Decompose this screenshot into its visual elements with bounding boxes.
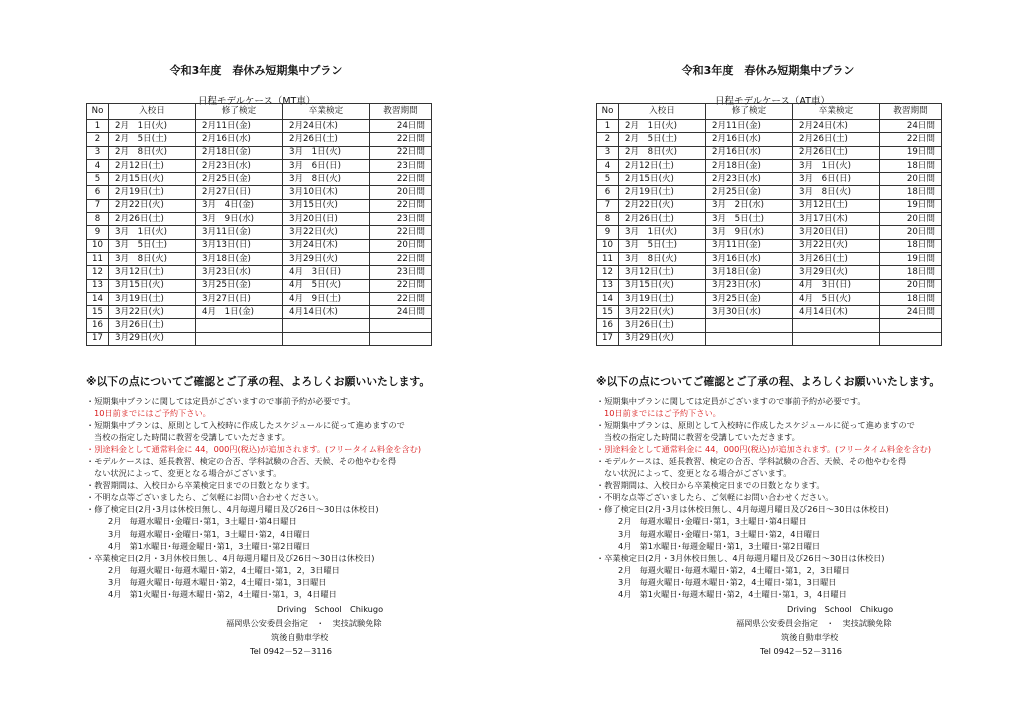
- no-cell: 12: [597, 266, 619, 279]
- school-tel: Tel 0942－52－3116: [250, 646, 332, 656]
- final-exam-cell: 2月26日(土): [793, 146, 880, 159]
- note-line: ・教習期間は、入校日から卒業検定日までの日数となります。: [86, 480, 315, 491]
- no-cell: 6: [87, 186, 109, 199]
- duration-cell: 24日間: [370, 120, 432, 133]
- final-exam-cell: 2月24日(木): [793, 120, 880, 133]
- duration-cell: [880, 319, 942, 332]
- duration-cell: 18日間: [880, 266, 942, 279]
- final-exam-cell: 4月 3日(日): [793, 279, 880, 292]
- final-exam-cell: 4月 3日(日): [283, 266, 370, 279]
- enroll-date-cell: 2月 1日(火): [109, 120, 196, 133]
- note-line: ・短期集中プランに関しては定員がございますので事前予約が必要です。: [596, 396, 866, 406]
- duration-cell: 18日間: [880, 186, 942, 199]
- enroll-date-cell: 2月26日(土): [109, 213, 196, 226]
- table-row: [87, 173, 432, 186]
- school-name-en: Driving School Chikugo: [277, 604, 384, 614]
- no-cell: 13: [87, 279, 109, 292]
- school-tel: Tel 0942－52－3116: [760, 646, 842, 656]
- duration-cell: 24日間: [370, 306, 432, 319]
- no-cell: 15: [597, 306, 619, 319]
- note-line: 当校の指定した時間に教習を受講していただきます。: [604, 432, 800, 443]
- final-exam-cell: 3月17日(木): [793, 213, 880, 226]
- note-line: ・短期集中プランに関しては定員がございますので事前予約が必要です。: [86, 396, 356, 406]
- interim-exam-cell: 2月11日(金): [196, 120, 283, 133]
- interim-exam-cell: 3月11日(金): [706, 239, 793, 252]
- school-footer: [736, 602, 893, 658]
- note-line: 3月 毎週水曜日･金曜日･第1，3土曜日･第2，4日曜日: [108, 528, 311, 539]
- interim-exam-cell: [706, 332, 793, 345]
- school-designation: 福岡県公安委員会指定 ・ 実技試験免除: [736, 618, 892, 628]
- interim-exam-cell: 3月27日(日): [196, 292, 283, 305]
- interim-exam-cell: 2月18日(金): [706, 159, 793, 172]
- enroll-date-cell: 3月12日(土): [619, 266, 706, 279]
- table-row: [597, 159, 942, 172]
- note-line: 2月 毎週火曜日･毎週木曜日･第2，4土曜日･第1，2，3日曜日: [618, 564, 850, 575]
- table-row: [87, 319, 432, 332]
- notes-list: [86, 395, 421, 600]
- interim-exam-cell: [706, 319, 793, 332]
- no-cell: 9: [87, 226, 109, 239]
- final-exam-cell: 3月 8日(火): [283, 173, 370, 186]
- note-line: 3月 毎週火曜日･毎週木曜日･第2，4土曜日･第1，3日曜日: [618, 576, 837, 587]
- interim-exam-cell: 2月18日(金): [196, 146, 283, 159]
- duration-cell: [370, 332, 432, 345]
- final-exam-cell: 4月 9日(土): [283, 292, 370, 305]
- notes-list: [596, 395, 931, 600]
- document-title: 令和3年度 春休み短期集中プラン: [681, 64, 855, 77]
- no-cell: 16: [597, 319, 619, 332]
- table-row: [597, 146, 942, 159]
- column-header: 修了検定: [706, 104, 793, 120]
- interim-exam-cell: 2月25日(金): [706, 186, 793, 199]
- table-row: [597, 306, 942, 319]
- no-cell: 11: [87, 252, 109, 265]
- duration-cell: 20日間: [880, 173, 942, 186]
- column-header: No: [597, 104, 619, 120]
- duration-cell: 18日間: [880, 292, 942, 305]
- interim-exam-cell: 3月18日(金): [706, 266, 793, 279]
- interim-exam-cell: [196, 319, 283, 332]
- no-cell: 3: [597, 146, 619, 159]
- enroll-date-cell: 3月19日(土): [109, 292, 196, 305]
- no-cell: 7: [87, 199, 109, 212]
- interim-exam-cell: 3月16日(水): [706, 252, 793, 265]
- note-line: 2月 毎週水曜日･金曜日･第1，3土曜日･第4日曜日: [618, 516, 807, 527]
- table-row: [597, 133, 942, 146]
- duration-cell: 22日間: [370, 252, 432, 265]
- note-line: 4月 第1火曜日･毎週木曜日･第2，4土曜日･第1，3，4日曜日: [108, 588, 337, 599]
- table-row: [597, 319, 942, 332]
- table-row: [597, 199, 942, 212]
- final-exam-cell: 4月14日(木): [283, 306, 370, 319]
- duration-cell: 20日間: [370, 239, 432, 252]
- table-row: [597, 186, 942, 199]
- final-exam-cell: [793, 319, 880, 332]
- note-line: 2月 毎週火曜日･毎週木曜日･第2，4土曜日･第1，2，3日曜日: [108, 564, 340, 575]
- enroll-date-cell: 2月 8日(火): [619, 146, 706, 159]
- duration-cell: 20日間: [880, 279, 942, 292]
- duration-cell: 22日間: [880, 133, 942, 146]
- enroll-date-cell: 3月 8日(火): [619, 252, 706, 265]
- interim-exam-cell: 3月 9日(水): [196, 213, 283, 226]
- note-line: ・短期集中プランは、原則として入校時に作成したスケジュールに従って進めますので: [596, 420, 915, 431]
- final-exam-cell: 3月22日(火): [283, 226, 370, 239]
- interim-exam-cell: [196, 332, 283, 345]
- no-cell: 10: [597, 239, 619, 252]
- duration-cell: 22日間: [370, 226, 432, 239]
- table-row: [597, 252, 942, 265]
- note-line: ・別途料金として通常料金に 44，000円(税込)が追加されます。(フリータイム料金を含む): [596, 444, 932, 455]
- no-cell: 17: [87, 332, 109, 345]
- final-exam-cell: 3月 1日(火): [283, 146, 370, 159]
- school-footer: [226, 602, 383, 658]
- enroll-date-cell: 3月15日(火): [109, 279, 196, 292]
- interim-exam-cell: 3月 5日(土): [706, 213, 793, 226]
- table-row: [87, 332, 432, 345]
- note-line: 4月 第1火曜日･毎週木曜日･第2，4土曜日･第1，3，4日曜日: [618, 588, 847, 599]
- interim-exam-cell: 3月11日(金): [196, 226, 283, 239]
- no-cell: 14: [87, 292, 109, 305]
- note-line: 3月 毎週火曜日･毎週木曜日･第2，4土曜日･第1，3日曜日: [108, 576, 327, 587]
- table-row: [87, 159, 432, 172]
- final-exam-cell: 3月29日(火): [283, 252, 370, 265]
- table-row: [87, 239, 432, 252]
- table-row: [597, 292, 942, 305]
- table-row: [87, 199, 432, 212]
- interim-exam-cell: 2月16日(水): [706, 146, 793, 159]
- schedule-table: [596, 103, 942, 346]
- enroll-date-cell: 3月12日(土): [109, 266, 196, 279]
- note-line: 10日前までにはご予約下さい。: [94, 408, 211, 419]
- interim-exam-cell: 2月11日(金): [706, 120, 793, 133]
- enroll-date-cell: 3月26日(土): [619, 319, 706, 332]
- final-exam-cell: 3月20日(日): [793, 226, 880, 239]
- interim-exam-cell: 2月27日(日): [196, 186, 283, 199]
- final-exam-cell: [283, 332, 370, 345]
- interim-exam-cell: 2月16日(水): [706, 133, 793, 146]
- table-row: [87, 226, 432, 239]
- table-row: [87, 279, 432, 292]
- table-row: [87, 213, 432, 226]
- final-exam-cell: 3月15日(火): [283, 199, 370, 212]
- column-header: 入校日: [109, 104, 196, 120]
- table-caption: 日程モデルケース（MT車）: [198, 96, 316, 107]
- duration-cell: 20日間: [880, 226, 942, 239]
- interim-exam-cell: 2月16日(水): [196, 133, 283, 146]
- duration-cell: 22日間: [370, 199, 432, 212]
- note-line: ・モデルケースは、延長教習、検定の合否、学科試験の合否、天候、その他やむを得: [596, 456, 907, 467]
- table-row: [87, 306, 432, 319]
- no-cell: 4: [87, 159, 109, 172]
- note-line: 4月 第1水曜日･毎週金曜日･第1，3土曜日･第2日曜日: [618, 540, 821, 551]
- no-cell: 8: [597, 213, 619, 226]
- no-cell: 11: [597, 252, 619, 265]
- duration-cell: 20日間: [370, 186, 432, 199]
- enroll-date-cell: 2月19日(土): [619, 186, 706, 199]
- duration-cell: 20日間: [880, 213, 942, 226]
- no-cell: 5: [597, 173, 619, 186]
- table-header-row: [597, 104, 942, 120]
- final-exam-cell: 3月 6日(日): [793, 173, 880, 186]
- note-line: ・卒業検定日(2月・3月休校日無し、4月毎週月曜日及び26日～30日は休校日): [596, 552, 885, 563]
- table-row: [597, 279, 942, 292]
- note-line: 10日前までにはご予約下さい。: [604, 408, 721, 419]
- notice-heading: ※以下の点についてご確認とご了承の程、よろしくお願いいたします。: [596, 375, 941, 388]
- note-line: 2月 毎週水曜日･金曜日･第1，3土曜日･第4日曜日: [108, 516, 297, 527]
- duration-cell: 22日間: [370, 133, 432, 146]
- final-exam-cell: 3月12日(土): [793, 199, 880, 212]
- column-header: 修了検定: [196, 104, 283, 120]
- final-exam-cell: 3月20日(日): [283, 213, 370, 226]
- no-cell: 7: [597, 199, 619, 212]
- notice-heading: ※以下の点についてご確認とご了承の程、よろしくお願いいたします。: [86, 375, 431, 388]
- final-exam-cell: 4月 5日(火): [283, 279, 370, 292]
- note-line: ・教習期間は、入校日から卒業検定日までの日数となります。: [596, 480, 825, 491]
- no-cell: 16: [87, 319, 109, 332]
- enroll-date-cell: 2月12日(土): [109, 159, 196, 172]
- note-line: 4月 第1水曜日･毎週金曜日･第1，3土曜日･第2日曜日: [108, 540, 311, 551]
- enroll-date-cell: 3月 8日(火): [109, 252, 196, 265]
- duration-cell: 24日間: [880, 120, 942, 133]
- final-exam-cell: [793, 332, 880, 345]
- no-cell: 4: [597, 159, 619, 172]
- table-row: [87, 146, 432, 159]
- enroll-date-cell: 2月22日(火): [109, 199, 196, 212]
- no-cell: 10: [87, 239, 109, 252]
- interim-exam-cell: 2月23日(水): [706, 173, 793, 186]
- note-line: ・修了検定日(2月･3月は休校日無し、4月毎週月曜日及び26日～30日は休校日): [86, 504, 379, 515]
- final-exam-cell: 3月22日(火): [793, 239, 880, 252]
- no-cell: 5: [87, 173, 109, 186]
- enroll-date-cell: 2月12日(土): [619, 159, 706, 172]
- enroll-date-cell: 3月29日(火): [109, 332, 196, 345]
- table-row: [597, 120, 942, 133]
- duration-cell: [880, 332, 942, 345]
- school-name-jp: 筑後自動車学校: [271, 632, 329, 642]
- duration-cell: 19日間: [880, 199, 942, 212]
- table-row: [87, 133, 432, 146]
- duration-cell: 22日間: [370, 173, 432, 186]
- note-line: ・不明な点等ございましたら、ご気軽にお問い合わせください。: [86, 492, 324, 503]
- table-row: [597, 332, 942, 345]
- enroll-date-cell: 2月22日(火): [619, 199, 706, 212]
- no-cell: 8: [87, 213, 109, 226]
- no-cell: 1: [87, 120, 109, 133]
- school-name-en: Driving School Chikugo: [787, 604, 894, 614]
- enroll-date-cell: 2月26日(土): [619, 213, 706, 226]
- note-line: ・卒業検定日(2月・3月休校日無し、4月毎週月曜日及び26日～30日は休校日): [86, 552, 375, 563]
- interim-exam-cell: 3月18日(金): [196, 252, 283, 265]
- note-line: ・モデルケースは、延長教習、検定の合否、学科試験の合否、天候、その他やむを得: [86, 456, 397, 467]
- table-row: [597, 266, 942, 279]
- no-cell: 12: [87, 266, 109, 279]
- note-line: ・短期集中プランは、原則として入校時に作成したスケジュールに従って進めますので: [86, 420, 405, 431]
- enroll-date-cell: 3月 1日(火): [619, 226, 706, 239]
- duration-cell: 23日間: [370, 159, 432, 172]
- final-exam-cell: 4月 5日(火): [793, 292, 880, 305]
- interim-exam-cell: 3月 4日(金): [196, 199, 283, 212]
- table-row: [597, 173, 942, 186]
- interim-exam-cell: 3月25日(金): [196, 279, 283, 292]
- table-row: [87, 292, 432, 305]
- column-header: 教習期間: [880, 104, 942, 120]
- duration-cell: 22日間: [370, 292, 432, 305]
- note-line: ない状況によって、変更となる場合がございます。: [94, 468, 282, 479]
- enroll-date-cell: 2月 5日(土): [109, 133, 196, 146]
- interim-exam-cell: 2月23日(水): [196, 159, 283, 172]
- table-header-row: [87, 104, 432, 120]
- final-exam-cell: 3月29日(火): [793, 266, 880, 279]
- table-row: [87, 266, 432, 279]
- table-row: [597, 213, 942, 226]
- enroll-date-cell: 3月15日(火): [619, 279, 706, 292]
- duration-cell: 19日間: [880, 146, 942, 159]
- no-cell: 1: [597, 120, 619, 133]
- note-line: ・修了検定日(2月･3月は休校日無し、4月毎週月曜日及び26日～30日は休校日): [596, 504, 889, 515]
- no-cell: 2: [597, 133, 619, 146]
- interim-exam-cell: 3月25日(金): [706, 292, 793, 305]
- enroll-date-cell: 3月19日(土): [619, 292, 706, 305]
- table-row: [87, 186, 432, 199]
- column-header: 卒業検定: [793, 104, 880, 120]
- final-exam-cell: 3月24日(木): [283, 239, 370, 252]
- duration-cell: 19日間: [880, 252, 942, 265]
- final-exam-cell: [283, 319, 370, 332]
- enroll-date-cell: 3月29日(火): [619, 332, 706, 345]
- document-at: [512, 0, 1024, 724]
- note-line: 当校の指定した時間に教習を受講していただきます。: [94, 432, 290, 443]
- no-cell: 9: [597, 226, 619, 239]
- duration-cell: 23日間: [370, 213, 432, 226]
- interim-exam-cell: 3月 9日(水): [706, 226, 793, 239]
- no-cell: 17: [597, 332, 619, 345]
- interim-exam-cell: 4月 1日(金): [196, 306, 283, 319]
- interim-exam-cell: 2月25日(金): [196, 173, 283, 186]
- final-exam-cell: 2月26日(土): [283, 133, 370, 146]
- table-caption: 日程モデルケース（AT車）: [715, 96, 830, 107]
- duration-cell: 22日間: [370, 279, 432, 292]
- note-line: ・別途料金として通常料金に 44，000円(税込)が追加されます。(フリータイム料金を含む): [86, 444, 422, 455]
- note-line: 3月 毎週水曜日･金曜日･第1，3土曜日･第2，4日曜日: [618, 528, 821, 539]
- final-exam-cell: 3月26日(土): [793, 252, 880, 265]
- enroll-date-cell: 3月 1日(火): [109, 226, 196, 239]
- enroll-date-cell: 3月22日(火): [109, 306, 196, 319]
- school-designation: 福岡県公安委員会指定 ・ 実技試験免除: [226, 618, 382, 628]
- duration-cell: 24日間: [880, 306, 942, 319]
- final-exam-cell: 4月14日(木): [793, 306, 880, 319]
- duration-cell: [370, 319, 432, 332]
- school-name-jp: 筑後自動車学校: [781, 632, 839, 642]
- final-exam-cell: 3月 8日(火): [793, 186, 880, 199]
- enroll-date-cell: 3月26日(土): [109, 319, 196, 332]
- enroll-date-cell: 3月 5日(土): [619, 239, 706, 252]
- note-line: ・不明な点等ございましたら、ご気軽にお問い合わせください。: [596, 492, 834, 503]
- table-row: [87, 252, 432, 265]
- interim-exam-cell: 3月 2日(水): [706, 199, 793, 212]
- enroll-date-cell: 2月15日(火): [619, 173, 706, 186]
- duration-cell: 22日間: [370, 146, 432, 159]
- enroll-date-cell: 2月 8日(火): [109, 146, 196, 159]
- final-exam-cell: 2月24日(木): [283, 120, 370, 133]
- table-row: [597, 226, 942, 239]
- enroll-date-cell: 3月22日(火): [619, 306, 706, 319]
- interim-exam-cell: 3月30日(水): [706, 306, 793, 319]
- final-exam-cell: 2月26日(土): [793, 133, 880, 146]
- no-cell: 13: [597, 279, 619, 292]
- duration-cell: 23日間: [370, 266, 432, 279]
- duration-cell: 18日間: [880, 159, 942, 172]
- column-header: No: [87, 104, 109, 120]
- enroll-date-cell: 2月 1日(火): [619, 120, 706, 133]
- schedule-table: [86, 103, 432, 346]
- enroll-date-cell: 2月 5日(土): [619, 133, 706, 146]
- no-cell: 6: [597, 186, 619, 199]
- no-cell: 3: [87, 146, 109, 159]
- enroll-date-cell: 3月 5日(土): [109, 239, 196, 252]
- table-row: [597, 239, 942, 252]
- note-line: ない状況によって、変更となる場合がございます。: [604, 468, 792, 479]
- no-cell: 14: [597, 292, 619, 305]
- interim-exam-cell: 3月23日(水): [706, 279, 793, 292]
- final-exam-cell: 3月 1日(火): [793, 159, 880, 172]
- interim-exam-cell: 3月23日(水): [196, 266, 283, 279]
- duration-cell: 18日間: [880, 239, 942, 252]
- final-exam-cell: 3月 6日(日): [283, 159, 370, 172]
- enroll-date-cell: 2月15日(火): [109, 173, 196, 186]
- no-cell: 15: [87, 306, 109, 319]
- column-header: 卒業検定: [283, 104, 370, 120]
- interim-exam-cell: 3月13日(日): [196, 239, 283, 252]
- document-title: 令和3年度 春休み短期集中プラン: [169, 64, 343, 77]
- column-header: 教習期間: [370, 104, 432, 120]
- enroll-date-cell: 2月19日(土): [109, 186, 196, 199]
- no-cell: 2: [87, 133, 109, 146]
- column-header: 入校日: [619, 104, 706, 120]
- final-exam-cell: 3月10日(木): [283, 186, 370, 199]
- table-row: [87, 120, 432, 133]
